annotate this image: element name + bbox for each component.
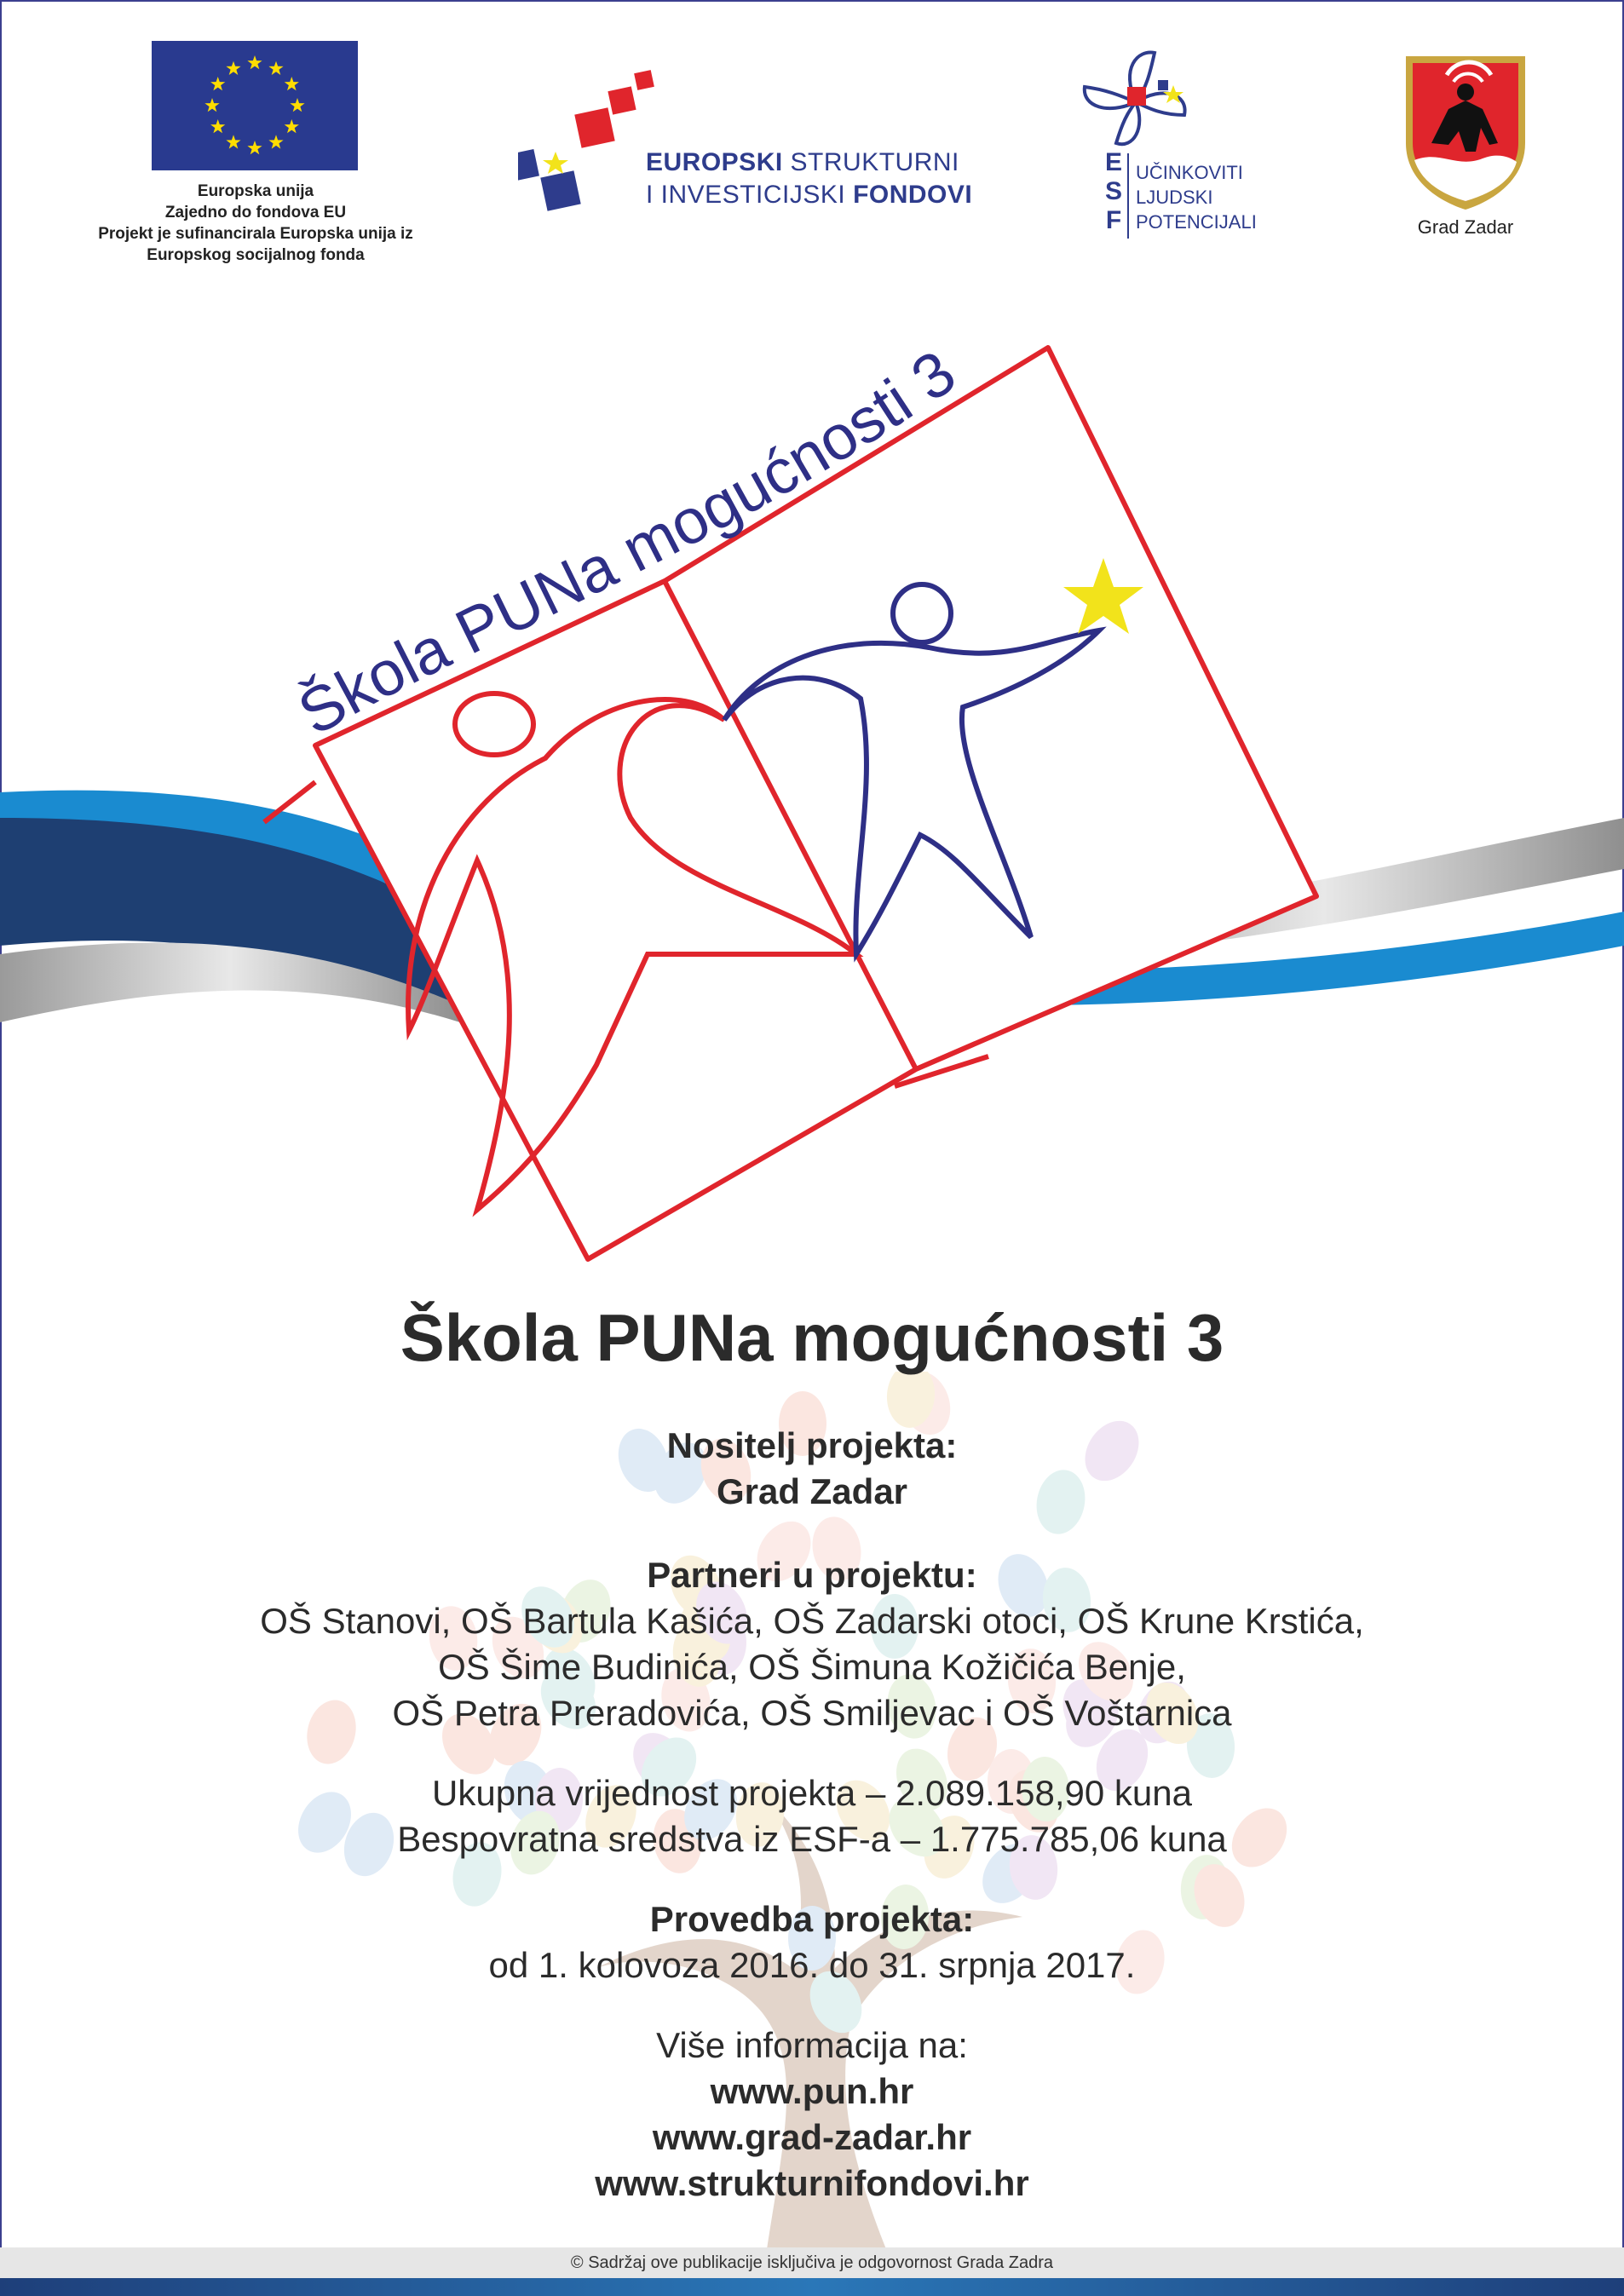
eu-star-icon (210, 119, 225, 133)
arc-title: Škola PUNa mogućnosti 3 (286, 337, 968, 749)
esf-wordmark (1136, 160, 1257, 234)
partners-line: OŠ Šime Budinića, OŠ Šimuna Kožičića Benje, (438, 1647, 1186, 1687)
esf-logo (1069, 43, 1291, 247)
eu-flag-logo (152, 41, 358, 170)
eu-star-icon (204, 98, 219, 112)
eu-star-icon (285, 77, 299, 90)
esif-logo (518, 70, 973, 223)
holder-label: Nositelj projekta: (666, 1425, 958, 1465)
eu-star-icon (290, 98, 304, 112)
more-info-label: Više informacija na: (656, 2025, 968, 2065)
eu-star-icon (210, 77, 225, 90)
link-strukturnifondovi[interactable]: www.strukturnifondovi.hr (595, 2163, 1029, 2203)
partners-line: OŠ Petra Preradovića, OŠ Smiljevac i OŠ Voštarnica (392, 1693, 1232, 1733)
esif-word: STRUKTURNI (782, 148, 959, 176)
eu-star-icon (268, 135, 283, 148)
eu-caption-line: Projekt je sufinancirala Europska unija iz (98, 225, 413, 243)
esif-word-bold: FONDOVI (853, 181, 973, 209)
esif-word: I INVESTICIJSKI (646, 181, 854, 209)
link-grad-zadar[interactable]: www.grad-zadar.hr (652, 2117, 972, 2157)
footer-band (0, 2278, 1624, 2296)
esf-letter: E (1105, 148, 1123, 176)
esf-letter: S (1105, 177, 1123, 205)
esf-line: POTENCIJALI (1136, 211, 1257, 233)
eu-star-icon (226, 135, 240, 148)
grad-zadar-logo (1397, 49, 1534, 254)
link-pun[interactable]: www.pun.hr (710, 2071, 914, 2111)
partners-line: OŠ Stanovi, OŠ Bartula Kašića, OŠ Zadarski otoci, OŠ Krune Krstića, (260, 1601, 1364, 1641)
eu-caption-line: Zajedno do fondova EU (164, 204, 347, 222)
period-label: Provedba projekta: (649, 1899, 975, 1939)
esif-word-bold: EUROPSKI (646, 148, 783, 176)
eu-star-icon (268, 61, 283, 75)
eu-star-icon (285, 119, 299, 133)
eu-caption-line: Europskog socijalnog fonda (147, 246, 365, 264)
eu-caption-line: Europska unija (197, 182, 314, 200)
footer-disclaimer: © Sadržaj ove publikacije isključiva je odgovornost Grada Zadra (0, 2247, 1624, 2278)
project-logo-art (0, 273, 1624, 1278)
period-value: od 1. kolovoza 2016. do 31. srpnja 2017. (488, 1945, 1136, 1985)
eu-star-icon (247, 55, 262, 69)
pinwheel-icon (1069, 43, 1206, 162)
esf-line: LJUDSKI (1136, 187, 1213, 208)
project-info (0, 1423, 1624, 2207)
holder-value: Grad Zadar (716, 1471, 908, 1511)
coat-of-arms-icon (1397, 49, 1534, 211)
partners-label: Partneri u projektu: (647, 1555, 977, 1595)
page-title: Škola PUNa mogućnosti 3 (400, 1300, 1224, 1375)
total-value-line: Ukupna vrijednost projekta – 2.089.158,90 kuna (432, 1773, 1192, 1813)
esf-line: UČINKOVITI (1136, 162, 1243, 183)
esf-letter: F (1105, 206, 1122, 234)
eu-star-icon (226, 61, 240, 75)
grad-caption: Grad Zadar (1417, 216, 1514, 238)
eu-stars-icon (152, 41, 358, 170)
esif-wordmark (646, 147, 972, 211)
esif-squares-icon (518, 70, 654, 223)
eu-caption (77, 181, 435, 266)
eu-star-icon (247, 141, 262, 154)
grant-value-line: Bespovratna sredstva iz ESF-a – 1.775.785,06 kuna (397, 1819, 1227, 1859)
